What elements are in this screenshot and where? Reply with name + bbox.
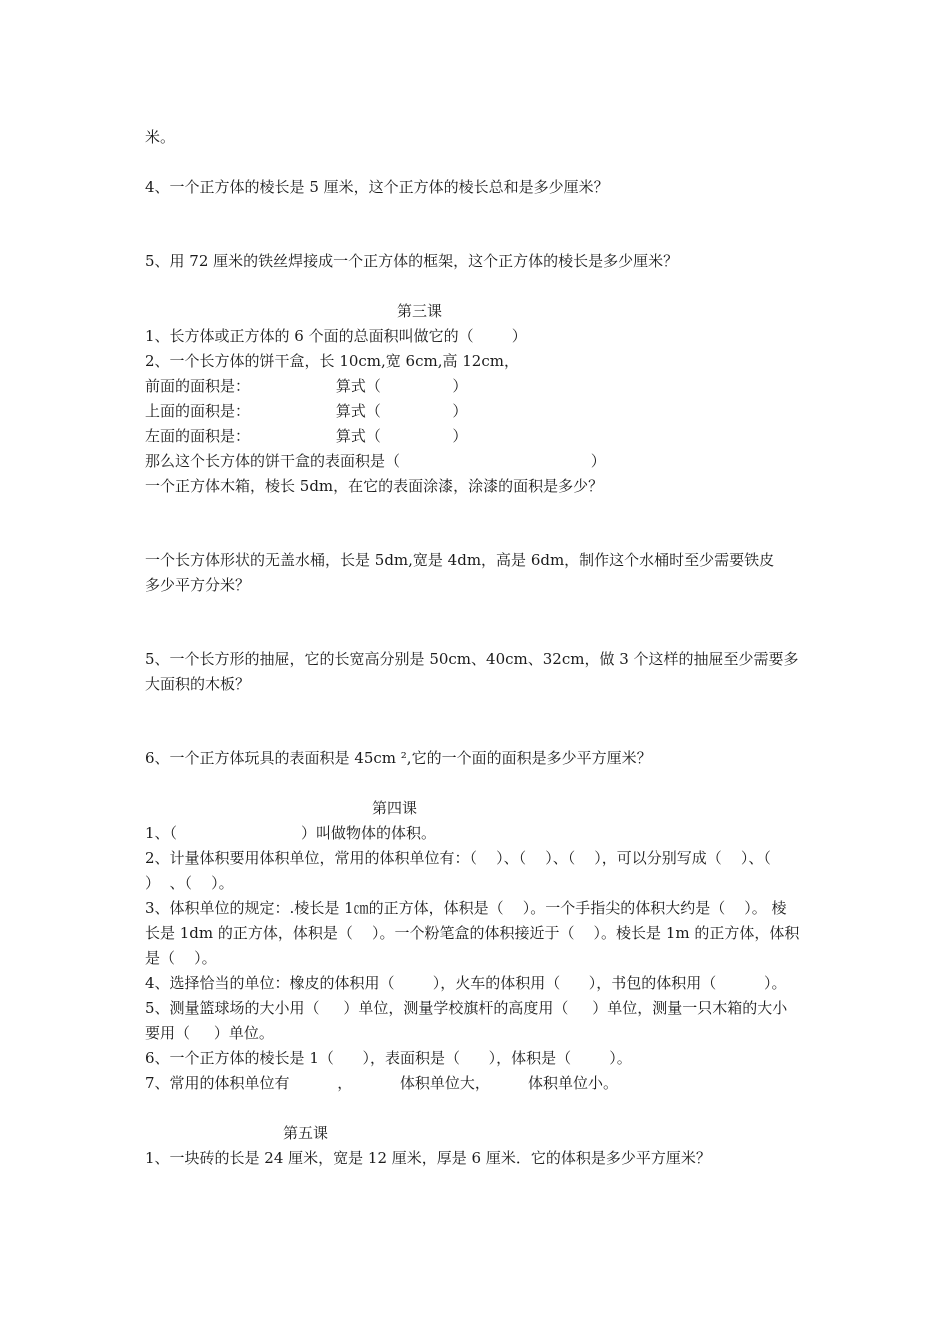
question-line: 一个长方体形状的无盖水桶，长是 5dm,宽是 4dm，高是 6dm，制作这个水桶时至少需要铁皮 [145, 551, 775, 569]
text-line: 多少平方分米？ [145, 576, 251, 594]
question-line: 3、体积单位的规定：.棱长是 1㎝的正方体，体积是（ ）。一个手指尖的体积大约是（ ）。 棱 [145, 899, 787, 917]
text-line: ） 、（ ）。 [145, 874, 234, 892]
question-line: 1、（ ）叫做物体的体积。 [145, 824, 437, 842]
question-line: 1、一块砖的长是 24 厘米，宽是 12 厘米，厚是 6 厘米．它的体积是多少平方厘米？ [145, 1149, 711, 1167]
question-line: 4、选择恰当的单位：橡皮的体积用（ ），火车的体积用（ ），书包的体积用（ ）。 [145, 974, 787, 992]
text-line: 那么这个长方体的饼干盒的表面积是（ ） [145, 452, 606, 470]
question-line: 7、常用的体积单位有 ， 体积单位大， 体积单位小。 [145, 1074, 619, 1092]
question-line: 4、一个正方体的棱长是 5 厘米，这个正方体的棱长总和是多少厘米？ [145, 178, 609, 196]
question-line: 6、一个正方体的棱长是 1（ ），表面积是（ ），体积是（ ）。 [145, 1049, 632, 1067]
text-line: 要用（ ）单位。 [145, 1024, 274, 1042]
text-line: 左面的面积是： 算式（ ） [145, 427, 468, 445]
question-line: 5、测量篮球场的大小用（ ）单位，测量学校旗杆的高度用（ ）单位，测量一只木箱的大小 [145, 999, 788, 1017]
question-line: 2、一个长方体的饼干盒，长 10cm,宽 6cm,高 12cm， [145, 352, 519, 370]
text-line: 是（ ）。 [145, 949, 217, 967]
text-line: 前面的面积是： 算式（ ） [145, 377, 468, 395]
question-line: 2、计量体积要用体积单位，常用的体积单位有：（ ）、（ ）、（ ），可以分别写成（ ）、（ [145, 849, 771, 867]
section-heading: 第三课 [397, 302, 443, 320]
text-line: 上面的面积是： 算式（ ） [145, 402, 468, 420]
section-heading: 第五课 [283, 1124, 329, 1142]
question-line: 6、一个正方体玩具的表面积是 45cm ²,它的一个面的面积是多少平方厘米？ [145, 749, 652, 767]
question-line: 5、用 72 厘米的铁丝焊接成一个正方体的框架，这个正方体的棱长是多少厘米？ [145, 252, 679, 270]
section-heading: 第四课 [372, 799, 418, 817]
question-line: 一个正方体木箱，棱长 5dm，在它的表面涂漆，涂漆的面积是多少？ [145, 477, 604, 495]
text-line: 米。 [145, 128, 176, 146]
question-line: 5、一个长方形的抽屉，它的长宽高分别是 50cm、40cm、32cm，做 3 个这样的抽屉至少需要多 [145, 650, 799, 668]
question-line: 1、长方体或正方体的 6 个面的总面积叫做它的（ ） [145, 327, 527, 345]
text-line: 大面积的木板？ [145, 675, 251, 693]
text-line: 长是 1dm 的正方体，体积是（ ）。一个粉笔盒的体积接近于（ ）。棱长是 1m 的正方体，体积 [145, 924, 800, 942]
